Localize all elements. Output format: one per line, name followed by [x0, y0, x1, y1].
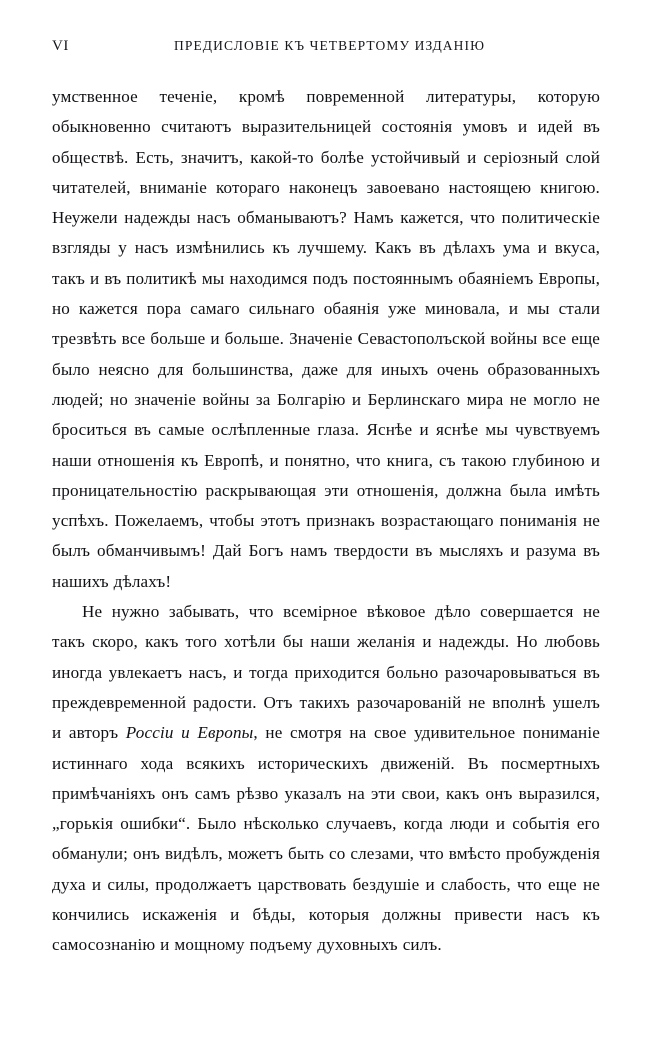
page-folio: VI	[52, 38, 69, 54]
paragraph-2-text-after: , не смотря на свое удивительное пониманіе истиннаго хода всякихъ историческихъ движеній. Въ посмертныхъ примѣчаніяхъ онъ самъ рѣзво указалъ на эти свои, какъ онъ выразился, „горькія ошибки“. Было нѣсколько случаевъ, когда люди и событія его обманули; онъ видѣлъ, можетъ быть со слезами, что вмѣсто пробужденія духа и силы, продолжаетъ царствовать бездушіе и слабость, что еще не кончились искаженія и бѣды, которыя должны привести насъ къ самосознанію и мощному подъему духовныхъ силъ.	[52, 723, 600, 955]
running-head	[52, 38, 598, 58]
paragraph-1: умственное теченіе, кромѣ повременной литературы, которую обыкновенно считаютъ выразительницей состоянія умовъ и идей въ обществѣ. Есть, значитъ, какой-то болѣе устойчивый и серіозный слой читателей, вниманіе котораго наконецъ завоевано настоящею книгою. Неужели надежды насъ обманываютъ? Намъ кажется, что политическіе взгляды у насъ измѣнились къ лучшему. Какъ въ дѣлахъ ума и вкуса, такъ и въ политикѣ мы находимся подъ постояннымъ обаяніемъ Европы, но кажется пора самаго сильнаго обаянія уже миновала, и мы стали трезвѣть все больше и больше. Значеніе Севастополъской войны все еще было неясно для большинства, даже для иныхъ очень образованныхъ людей; но значеніе войны за Болгарію и Берлинскаго мира не могло не броситься въ самые ослѣпленные глаза. Яснѣе и яснѣе мы чувствуемъ наши отношенія къ Европѣ, и понятно, что книга, съ такою глубиною и проницательностію раскрывающая эти отношенія, должна была имѣть успѣхъ. Пожелаемъ, чтобы этотъ признакъ возрастающаго пониманія не былъ обманчивымъ! Дай Богъ намъ твердости въ мысляхъ и разума въ нашихъ дѣлахъ!	[52, 87, 600, 591]
running-head-title: ПРЕДИСЛОВІЕ КЪ ЧЕТВЕРТОМУ ИЗДАНІЮ	[174, 38, 486, 53]
paragraph-2	[52, 597, 600, 961]
paragraph-2-text-before: Не нужно забывать, что всемірное вѣковое дѣло совершается не такъ скоро, какъ того хотѣли бы наши желанія и надежды. Но любовь иногда увлекаетъ насъ, и тогда приходится больно разочаровываться въ преждевременной радости. Отъ такихъ разочарованій не вполнѣ ушелъ и авторъ	[52, 602, 600, 743]
body-text	[52, 82, 600, 961]
book-title-italic: Россіи и Европы	[125, 723, 254, 743]
